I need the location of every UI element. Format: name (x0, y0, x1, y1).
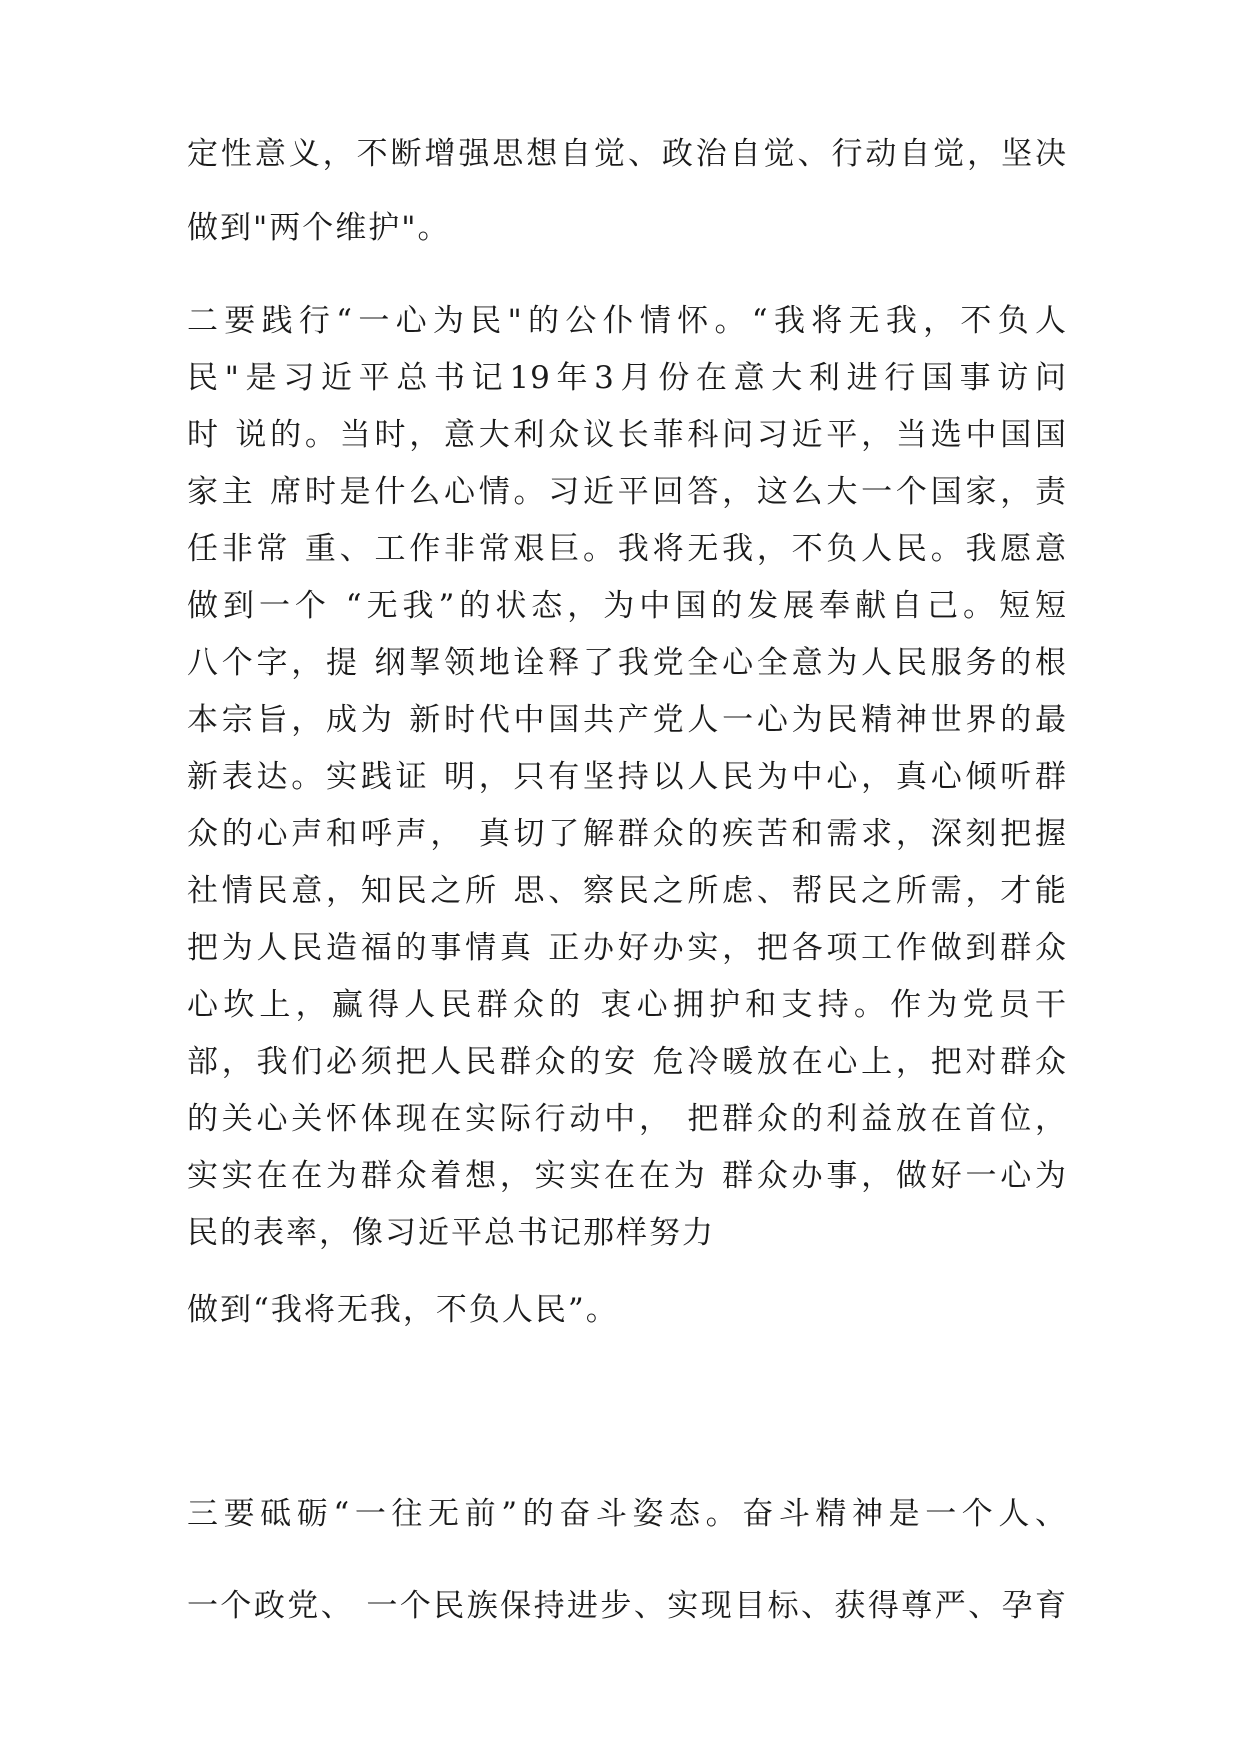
text-line: 三要砥砺“一往无前”的奋斗姿态。奋斗精神是一个人、 (187, 1496, 1067, 1532)
text-line: 做到“我将无我，不负人民”。 (187, 1292, 619, 1328)
text-line: 做到"两个维护"。 (187, 210, 451, 246)
text-line: 民"是习近平总书记19年3月份在意大利进行国事访问 (187, 360, 1067, 396)
text-line: 众的心声和呼声， 真切了解群众的疾苦和需求，深刻把握 (187, 816, 1067, 852)
text-line: 做到一个 “无我”的状态，为中国的发展奉献自己。短短 (187, 588, 1067, 624)
text-line: 任非常 重、工作非常艰巨。我将无我，不负人民。我愿意 (187, 531, 1067, 567)
text-line: 把为人民造福的事情真 正办好办实，把各项工作做到群众 (187, 930, 1067, 966)
text-line: 民的表率，像习近平总书记那样努力 (187, 1215, 715, 1251)
text-line: 一个政党、 一个民族保持进步、实现目标、获得尊严、孕育 (187, 1588, 1067, 1624)
text-line: 时 说的。当时，意大利众议长菲科问习近平，当选中国国 (187, 417, 1067, 453)
text-line: 心坎上，赢得人民群众的 衷心拥护和支持。作为党员干 (187, 987, 1067, 1023)
text-line: 社情民意，知民之所 思、察民之所虑、帮民之所需，才能 (187, 873, 1067, 909)
text-line: 实实在在为群众着想，实实在在为 群众办事，做好一心为 (187, 1158, 1067, 1194)
text-line: 定性意义，不断增强思想自觉、政治自觉、行动自觉，坚决 (187, 136, 1067, 172)
text-line: 八个字，提 纲挈领地诠释了我党全心全意为人民服务的根 (187, 645, 1067, 681)
text-line: 二要践行“一心为民"的公仆情怀。“我将无我，不负人 (187, 303, 1067, 339)
text-line: 新表达。实践证 明，只有坚持以人民为中心，真心倾听群 (187, 759, 1067, 795)
text-line: 的关心关怀体现在实际行动中， 把群众的利益放在首位， (187, 1101, 1067, 1137)
text-line: 部，我们必须把人民群众的安 危冷暖放在心上，把对群众 (187, 1044, 1067, 1080)
text-line: 本宗旨，成为 新时代中国共产党人一心为民精神世界的最 (187, 702, 1067, 738)
text-line: 家主 席时是什么心情。习近平回答，这么大一个国家，责 (187, 474, 1067, 510)
